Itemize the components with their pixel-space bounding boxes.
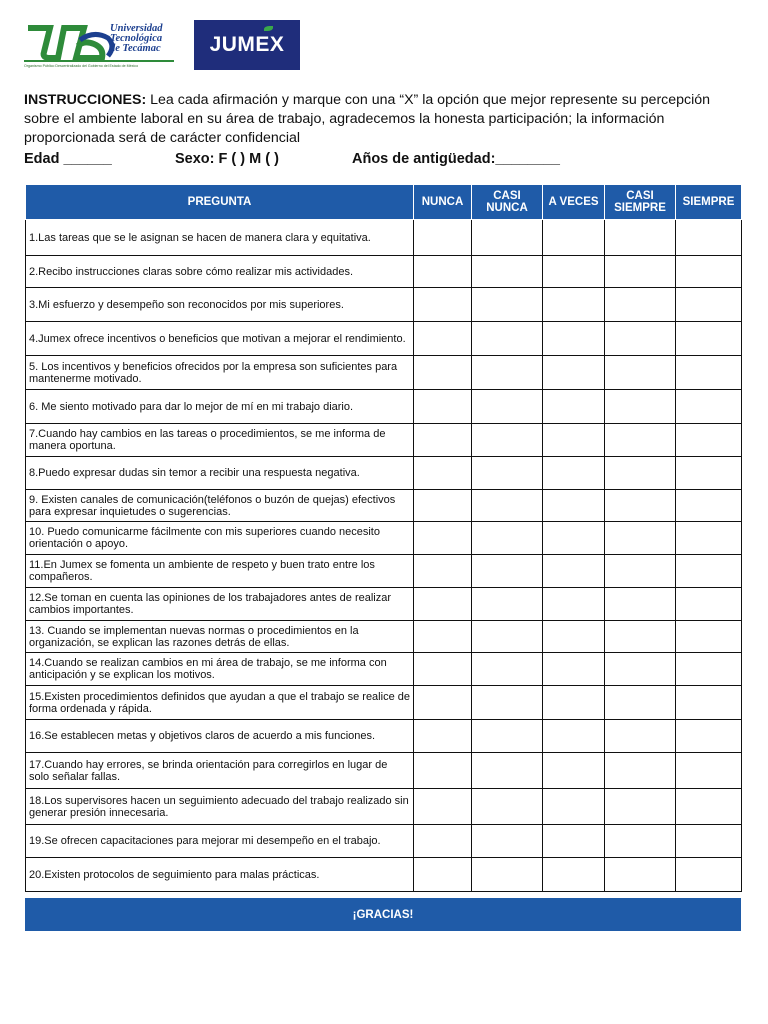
table-row: [26, 522, 742, 555]
answer-cell-a-veces[interactable]: [543, 653, 605, 686]
answer-cell-a-veces[interactable]: [543, 621, 605, 653]
edad-field[interactable]: Edad ______: [24, 151, 112, 167]
answer-cell-nunca[interactable]: [414, 288, 472, 322]
answer-cell-siempre[interactable]: [676, 322, 742, 356]
table-row: [26, 753, 742, 789]
instructions-label: INSTRUCCIONES:: [24, 92, 147, 108]
question-text: 7.Cuando hay cambios en las tareas o procedimientos, se me informa de manera oportuna.: [26, 424, 414, 457]
question-text: 16.Se establecen metas y objetivos claros de acuerdo a mis funciones.: [26, 720, 414, 753]
header-logos: [24, 20, 324, 72]
answer-cell-casi-siempre[interactable]: [605, 621, 676, 653]
answer-cell-a-veces[interactable]: [543, 588, 605, 621]
answer-cell-siempre[interactable]: [676, 753, 742, 789]
answer-cell-a-veces[interactable]: [543, 825, 605, 858]
answer-cell-a-veces[interactable]: [543, 457, 605, 490]
answer-cell-casi-nunca[interactable]: [472, 322, 543, 356]
answer-cell-casi-siempre[interactable]: [605, 220, 676, 256]
answer-cell-casi-nunca[interactable]: [472, 555, 543, 588]
table-row: [26, 390, 742, 424]
answer-cell-casi-siempre[interactable]: [605, 256, 676, 288]
question-text: 18.Los supervisores hacen un seguimiento adecuado del trabajo realizado sin generar presión innecesaria.: [26, 789, 414, 825]
instructions: [24, 91, 746, 148]
answer-cell-casi-siempre[interactable]: [605, 686, 676, 720]
answer-cell-siempre[interactable]: [676, 457, 742, 490]
answer-cell-nunca[interactable]: [414, 653, 472, 686]
answer-cell-nunca[interactable]: [414, 490, 472, 522]
answer-cell-siempre[interactable]: [676, 720, 742, 753]
answer-cell-casi-siempre[interactable]: [605, 424, 676, 457]
question-text: 11.En Jumex se fomenta un ambiente de respeto y buen trato entre los compañeros.: [26, 555, 414, 588]
question-text: 12.Se toman en cuenta las opiniones de los trabajadores antes de realizar cambios importantes.: [26, 588, 414, 621]
respondent-fields: [24, 151, 746, 171]
answer-cell-casi-nunca[interactable]: [472, 858, 543, 892]
answer-cell-casi-nunca[interactable]: [472, 653, 543, 686]
answer-cell-nunca[interactable]: [414, 621, 472, 653]
answer-cell-casi-siempre[interactable]: [605, 789, 676, 825]
answer-cell-a-veces[interactable]: [543, 288, 605, 322]
answer-cell-nunca[interactable]: [414, 753, 472, 789]
answer-cell-siempre[interactable]: [676, 555, 742, 588]
table-row: [26, 555, 742, 588]
answer-cell-nunca[interactable]: [414, 789, 472, 825]
answer-cell-casi-siempre[interactable]: [605, 288, 676, 322]
jumex-logo: [194, 20, 300, 70]
header-pregunta: PREGUNTA: [26, 185, 414, 220]
survey-table: [25, 184, 742, 892]
answer-cell-casi-siempre[interactable]: [605, 720, 676, 753]
answer-cell-casi-siempre[interactable]: [605, 322, 676, 356]
table-row: [26, 490, 742, 522]
table-row: [26, 457, 742, 490]
answer-cell-casi-siempre[interactable]: [605, 390, 676, 424]
answer-cell-a-veces[interactable]: [543, 789, 605, 825]
sexo-field[interactable]: Sexo: F ( ) M ( ): [175, 151, 279, 167]
header-casi-siempre: CASI SIEMPRE: [605, 185, 676, 220]
answer-cell-siempre[interactable]: [676, 490, 742, 522]
table-row: [26, 256, 742, 288]
answer-cell-a-veces[interactable]: [543, 490, 605, 522]
thanks-banner: ¡GRACIAS!: [25, 898, 741, 931]
answer-cell-siempre[interactable]: [676, 288, 742, 322]
answer-cell-nunca[interactable]: [414, 522, 472, 555]
answer-cell-siempre[interactable]: [676, 256, 742, 288]
answer-cell-nunca[interactable]: [414, 686, 472, 720]
answer-cell-casi-nunca[interactable]: [472, 490, 543, 522]
question-text: 5. Los incentivos y beneficios ofrecidos por la empresa son suficientes para mantenerme motivado.: [26, 356, 414, 390]
answer-cell-siempre[interactable]: [676, 424, 742, 457]
answer-cell-a-veces[interactable]: [543, 424, 605, 457]
question-text: 10. Puedo comunicarme fácilmente con mis superiores cuando necesito orientación o apoyo.: [26, 522, 414, 555]
question-text: 6. Me siento motivado para dar lo mejor de mí en mi trabajo diario.: [26, 390, 414, 424]
table-row: [26, 858, 742, 892]
question-text: 14.Cuando se realizan cambios en mi área de trabajo, se me informa con anticipación y se explican los motivos.: [26, 653, 414, 686]
answer-cell-nunca[interactable]: [414, 720, 472, 753]
answer-cell-casi-siempre[interactable]: [605, 490, 676, 522]
question-text: 1.Las tareas que se le asignan se hacen de manera clara y equitativa.: [26, 220, 414, 256]
header-nunca: NUNCA: [414, 185, 472, 220]
answer-cell-a-veces[interactable]: [543, 686, 605, 720]
answer-cell-nunca[interactable]: [414, 256, 472, 288]
answer-cell-casi-siempre[interactable]: [605, 522, 676, 555]
leaf-icon: [264, 26, 273, 31]
table-header-row: [26, 185, 742, 220]
answer-cell-casi-nunca[interactable]: [472, 288, 543, 322]
answer-cell-a-veces[interactable]: [543, 220, 605, 256]
answer-cell-casi-nunca[interactable]: [472, 424, 543, 457]
answer-cell-a-veces[interactable]: [543, 256, 605, 288]
answer-cell-nunca[interactable]: [414, 424, 472, 457]
answer-cell-nunca[interactable]: [414, 322, 472, 356]
answer-cell-casi-siempre[interactable]: [605, 753, 676, 789]
answer-cell-siempre[interactable]: [676, 522, 742, 555]
table-row: [26, 288, 742, 322]
answer-cell-casi-siempre[interactable]: [605, 588, 676, 621]
ut-line-2: Tecnológica: [110, 33, 163, 44]
answer-cell-casi-siempre[interactable]: [605, 457, 676, 490]
answer-cell-casi-siempre[interactable]: [605, 858, 676, 892]
answer-cell-a-veces[interactable]: [543, 555, 605, 588]
answer-cell-nunca[interactable]: [414, 858, 472, 892]
answer-cell-siempre[interactable]: [676, 825, 742, 858]
table-row: [26, 825, 742, 858]
question-text: 20.Existen protocolos de seguimiento para malas prácticas.: [26, 858, 414, 892]
ut-line-1: Universidad: [110, 23, 163, 34]
table-row: [26, 588, 742, 621]
answer-cell-casi-siempre[interactable]: [605, 555, 676, 588]
answer-cell-a-veces[interactable]: [543, 753, 605, 789]
answer-cell-nunca[interactable]: [414, 390, 472, 424]
answer-cell-casi-nunca[interactable]: [472, 256, 543, 288]
instructions-text: Lea cada afirmación y marque con una “X” la opción que mejor represente su percepción sobre el ambiente laboral en su área de trabajo, agradecemos la honesta participación; la información proporcionada será de carácter confidencial: [24, 92, 711, 146]
answer-cell-casi-nunca[interactable]: [472, 390, 543, 424]
answer-cell-casi-nunca[interactable]: [472, 621, 543, 653]
table-row: [26, 789, 742, 825]
answer-cell-casi-nunca[interactable]: [472, 720, 543, 753]
answer-cell-nunca[interactable]: [414, 555, 472, 588]
table-row: [26, 356, 742, 390]
question-text: 15.Existen procedimientos definidos que ayudan a que el trabajo se realice de forma ordenada y rápida.: [26, 686, 414, 720]
answer-cell-a-veces[interactable]: [543, 322, 605, 356]
answer-cell-siempre[interactable]: [676, 220, 742, 256]
answer-cell-nunca[interactable]: [414, 825, 472, 858]
answer-cell-siempre[interactable]: [676, 789, 742, 825]
answer-cell-nunca[interactable]: [414, 457, 472, 490]
question-text: 8.Puedo expresar dudas sin temor a recibir una respuesta negativa.: [26, 457, 414, 490]
answer-cell-nunca[interactable]: [414, 588, 472, 621]
answer-cell-siempre[interactable]: [676, 858, 742, 892]
ut-subtitle: Organismo Público Descentralizado del Gobierno del Estado de México: [24, 64, 139, 68]
answer-cell-casi-nunca[interactable]: [472, 522, 543, 555]
answer-cell-casi-nunca[interactable]: [472, 825, 543, 858]
jumex-logo-text: JUMEX: [209, 33, 285, 56]
ut-name: [110, 24, 163, 54]
answer-cell-casi-nunca[interactable]: [472, 356, 543, 390]
answer-cell-casi-nunca[interactable]: [472, 686, 543, 720]
table-row: [26, 322, 742, 356]
answer-cell-siempre[interactable]: [676, 588, 742, 621]
question-text: 9. Existen canales de comunicación(teléfonos o buzón de quejas) efectivos para expresar inquietudes o sugerencias.: [26, 490, 414, 522]
question-text: 3.Mi esfuerzo y desempeño son reconocidos por mis superiores.: [26, 288, 414, 322]
question-text: 2.Recibo instrucciones claras sobre cómo realizar mis actividades.: [26, 256, 414, 288]
answer-cell-siempre[interactable]: [676, 621, 742, 653]
answer-cell-casi-nunca[interactable]: [472, 457, 543, 490]
answer-cell-casi-nunca[interactable]: [472, 220, 543, 256]
question-text: 13. Cuando se implementan nuevas normas o procedimientos en la organización, se explican las razones detrás de ellas.: [26, 621, 414, 653]
table-row: [26, 686, 742, 720]
answer-cell-casi-nunca[interactable]: [472, 789, 543, 825]
answer-cell-siempre[interactable]: [676, 686, 742, 720]
answer-cell-casi-siempre[interactable]: [605, 653, 676, 686]
answer-cell-casi-nunca[interactable]: [472, 753, 543, 789]
header-siempre: SIEMPRE: [676, 185, 742, 220]
answer-cell-nunca[interactable]: [414, 220, 472, 256]
answer-cell-a-veces[interactable]: [543, 858, 605, 892]
answer-cell-a-veces[interactable]: [543, 356, 605, 390]
table-row: [26, 720, 742, 753]
answer-cell-a-veces[interactable]: [543, 522, 605, 555]
answer-cell-siempre[interactable]: [676, 390, 742, 424]
question-text: 4.Jumex ofrece incentivos o beneficios que motivan a mejorar el rendimiento.: [26, 322, 414, 356]
answer-cell-nunca[interactable]: [414, 356, 472, 390]
question-text: 17.Cuando hay errores, se brinda orientación para corregirlos en lugar de solo señalar fallas.: [26, 753, 414, 789]
table-row: [26, 220, 742, 256]
table-row: [26, 621, 742, 653]
answer-cell-a-veces[interactable]: [543, 720, 605, 753]
header-a-veces: A VECES: [543, 185, 605, 220]
question-text: 19.Se ofrecen capacitaciones para mejorar mi desempeño en el trabajo.: [26, 825, 414, 858]
table-row: [26, 653, 742, 686]
answer-cell-casi-siempre[interactable]: [605, 356, 676, 390]
header-casi-nunca: CASI NUNCA: [472, 185, 543, 220]
ut-line-3: de Tecámac: [110, 43, 161, 54]
answer-cell-casi-siempre[interactable]: [605, 825, 676, 858]
table-row: [26, 424, 742, 457]
answer-cell-siempre[interactable]: [676, 653, 742, 686]
answer-cell-siempre[interactable]: [676, 356, 742, 390]
answer-cell-casi-nunca[interactable]: [472, 588, 543, 621]
answer-cell-a-veces[interactable]: [543, 390, 605, 424]
antiguedad-field[interactable]: Años de antigüedad:________: [352, 151, 560, 167]
